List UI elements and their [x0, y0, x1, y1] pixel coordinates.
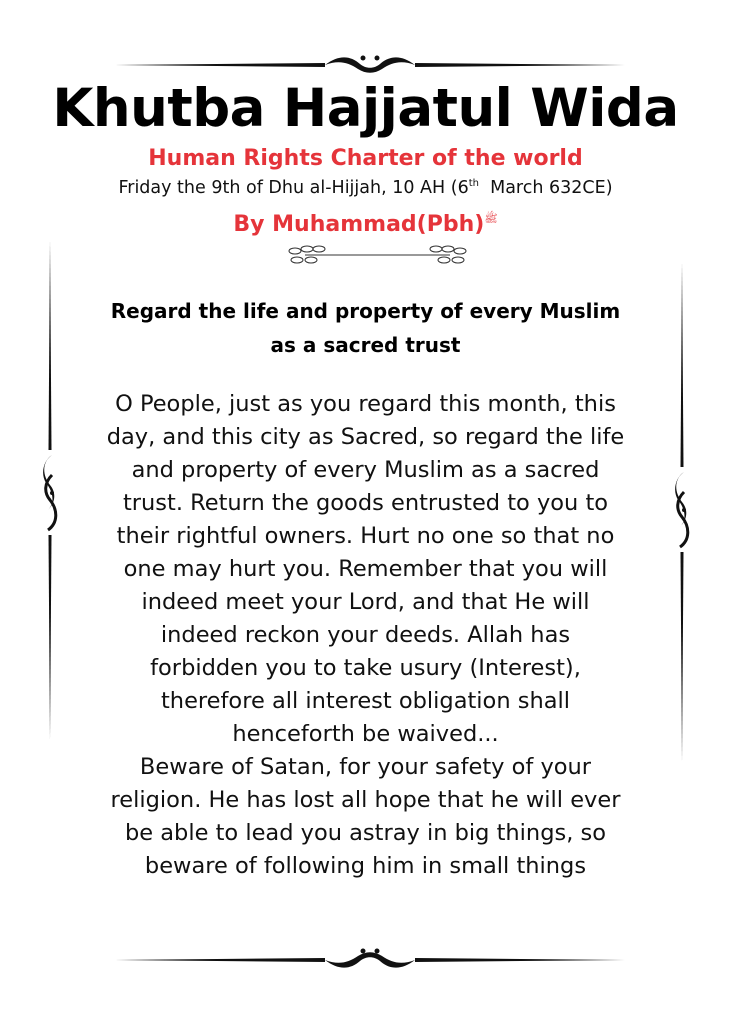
body-line: indeed meet your Lord, and that He will: [141, 589, 590, 615]
heading-line: Regard the life and property of every Muslim: [110, 299, 621, 323]
date-text-end: March 632CE): [478, 178, 613, 198]
date-superscript: th: [468, 178, 479, 190]
author-name: By Muhammad(Pbh): [233, 212, 485, 237]
author: [0, 212, 731, 237]
body-line: forbidden you to take usury (Interest),: [150, 655, 581, 681]
body-line: indeed reckon your deeds. Allah has: [160, 622, 571, 648]
body-line: religion. He has lost all hope that he will ever: [110, 787, 621, 813]
subtitle: Human Rights Charter of the world: [148, 146, 583, 171]
body-line: be able to lead you astray in big things, so: [124, 820, 606, 846]
date-text: Friday the 9th of Dhu al-Hijjah, 10 AH (6: [118, 178, 469, 198]
top-ornament: [110, 50, 630, 80]
body-line: one may hurt you. Remember that you will: [123, 556, 608, 582]
date-line: [0, 178, 731, 198]
leaf-divider-ornament: [285, 243, 470, 265]
page-title: Khutba Hajjatul Wida: [52, 78, 679, 139]
body-line: trust. Return the goods entrusted to you to: [122, 490, 609, 516]
body-line: beware of following him in small things: [144, 853, 587, 879]
body-line: Beware of Satan, for your safety of your: [139, 754, 592, 780]
body-line: O People, just as you regard this month, this: [115, 391, 616, 417]
body-line: and property of every Muslim as a sacred: [131, 457, 600, 483]
body-text: [0, 388, 731, 883]
body-line: day, and this city as Sacred, so regard the life: [106, 424, 625, 450]
bottom-ornament: [110, 945, 630, 975]
section-heading: [0, 294, 731, 362]
heading-line: as a sacred trust: [270, 333, 461, 357]
body-line: their rightful owners. Hurt no one so that no: [116, 523, 615, 549]
body-line: henceforth be waived...: [232, 721, 499, 747]
body-line: therefore all interest obligation shall: [160, 688, 571, 714]
honorific: ﷺ: [484, 212, 498, 225]
